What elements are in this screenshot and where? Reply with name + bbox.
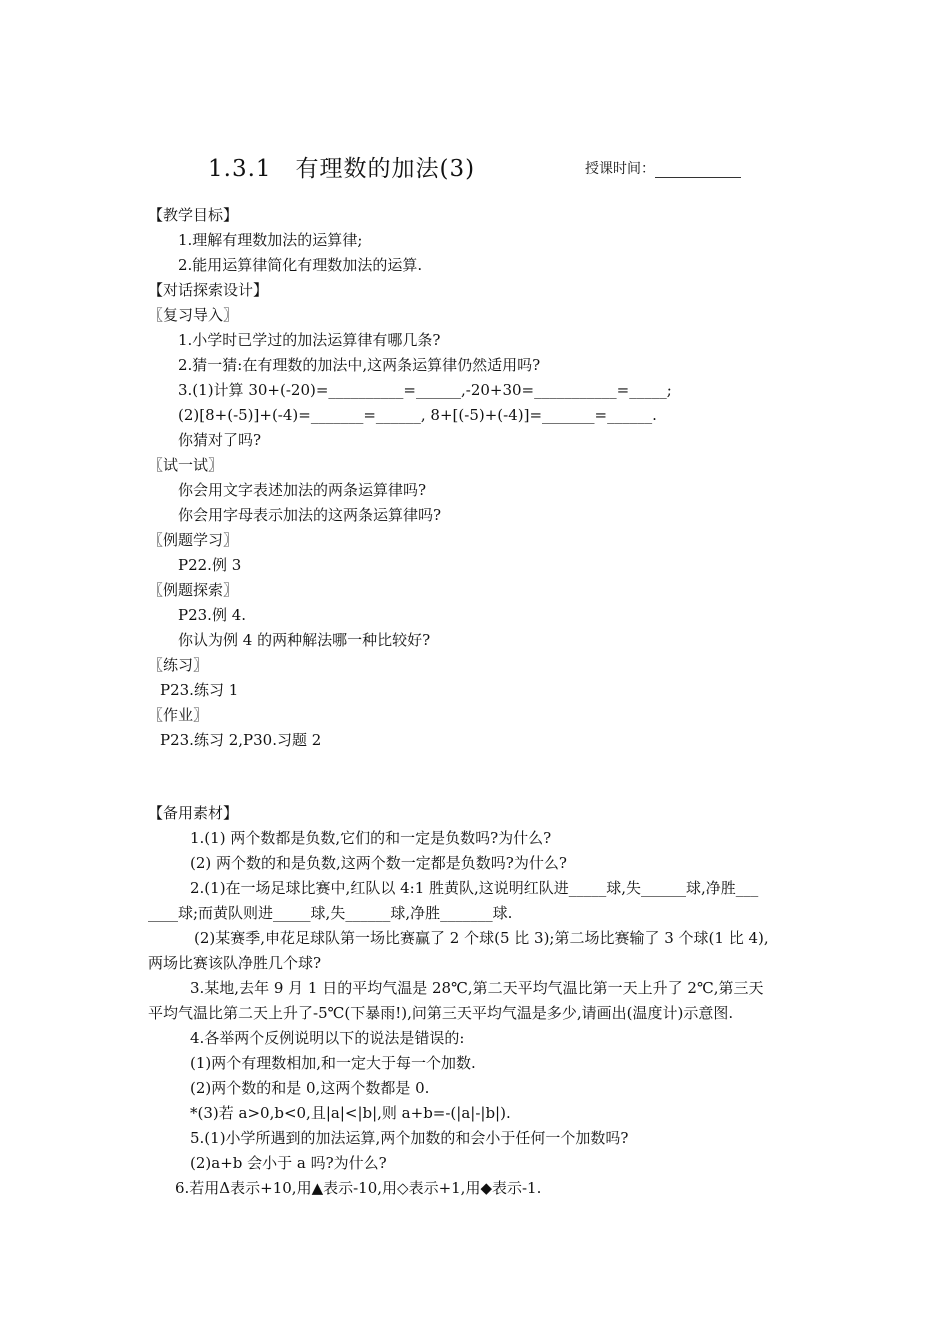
- section-heading-materials: 【备用素材】: [148, 804, 239, 822]
- class-time-field: [585, 158, 741, 178]
- text-line: P22.例 3: [178, 556, 242, 574]
- section-heading-dialogue: 【对话探索设计】: [148, 281, 269, 299]
- subsection-heading: 〖复习导入〗: [148, 306, 239, 324]
- text-line: ____球;而黄队则进_____球,失______球,净胜_______球.: [148, 904, 513, 922]
- text-line: 两场比赛该队净胜几个球?: [148, 954, 322, 972]
- text-line: (1)两个有理数相加,和一定大于每一个加数.: [190, 1054, 476, 1072]
- text-line: (2) 两个数的和是负数,这两个数一定都是负数吗?为什么?: [190, 854, 567, 872]
- text-line: 2.能用运算律简化有理数加法的运算.: [178, 256, 423, 274]
- subsection-heading: 〖例题探索〗: [148, 581, 239, 599]
- text-line: 5.(1)小学所遇到的加法运算,两个加数的和会小于任何一个加数吗?: [190, 1129, 629, 1147]
- text-line: 2.(1)在一场足球比赛中,红队以 4:1 胜黄队,这说明红队进_____球,失______球,净胜___: [190, 879, 759, 897]
- text-line: 你会用字母表示加法的这两条运算律吗?: [178, 506, 442, 524]
- text-line: 1.小学时已学过的加法运算律有哪几条?: [178, 331, 441, 349]
- page-title: 1.3.1 有理数的加法(3): [208, 156, 476, 182]
- text-line: 1.理解有理数加法的运算律;: [178, 231, 363, 249]
- text-line: (2)某赛季,申花足球队第一场比赛赢了 2 个球(5 比 3);第二场比赛输了 3 个球(1 比 4),: [194, 929, 769, 947]
- subsection-heading: 〖作业〗: [148, 706, 209, 724]
- text-line: (2)a+b 会小于 a 吗?为什么?: [190, 1154, 387, 1172]
- text-line: P23.练习 1: [160, 681, 239, 699]
- section-heading-objectives: 【教学目标】: [148, 206, 239, 224]
- text-line: P23.练习 2,P30.习题 2: [160, 731, 322, 749]
- text-line: (2)[8+(-5)]+(-4)=_______=______, 8+[(-5)+(-4)]=_______=______.: [178, 406, 657, 424]
- text-line: 你猜对了吗?: [178, 431, 262, 449]
- text-line: 2.猜一猜:在有理数的加法中,这两条运算律仍然适用吗?: [178, 356, 541, 374]
- subsection-heading: 〖例题学习〗: [148, 531, 239, 549]
- text-line: 你认为例 4 的两种解法哪一种比较好?: [178, 631, 431, 649]
- text-line: 1.(1) 两个数都是负数,它们的和一定是负数吗?为什么?: [190, 829, 552, 847]
- subsection-heading: 〖练习〗: [148, 656, 209, 674]
- text-line: 4.各举两个反例说明以下的说法是错误的:: [190, 1029, 465, 1047]
- text-line: (2)两个数的和是 0,这两个数都是 0.: [190, 1079, 430, 1097]
- class-time-blank: [655, 163, 741, 178]
- text-line: 3.(1)计算 30+(-20)=__________=______,-20+30=___________=_____;: [178, 381, 672, 399]
- text-line: P23.例 4.: [178, 606, 247, 624]
- text-line: 平均气温比第二天上升了-5℃(下暴雨!),问第三天平均气温是多少,请画出(温度计)示意图.: [148, 1004, 734, 1022]
- class-time-label: 授课时间：: [585, 161, 655, 177]
- subsection-heading: 〖试一试〗: [148, 456, 224, 474]
- text-line: 你会用文字表述加法的两条运算律吗?: [178, 481, 427, 499]
- text-line: 6.若用Δ表示+10,用▲表示-10,用◇表示+1,用◆表示-1.: [175, 1179, 542, 1197]
- text-line: 3.某地,去年 9 月 1 日的平均气温是 28℃,第二天平均气温比第一天上升了 2℃,第三天: [190, 979, 764, 997]
- text-line: *(3)若 a>0,b<0,且|a|<|b|,则 a+b=-(|a|-|b|).: [190, 1104, 511, 1122]
